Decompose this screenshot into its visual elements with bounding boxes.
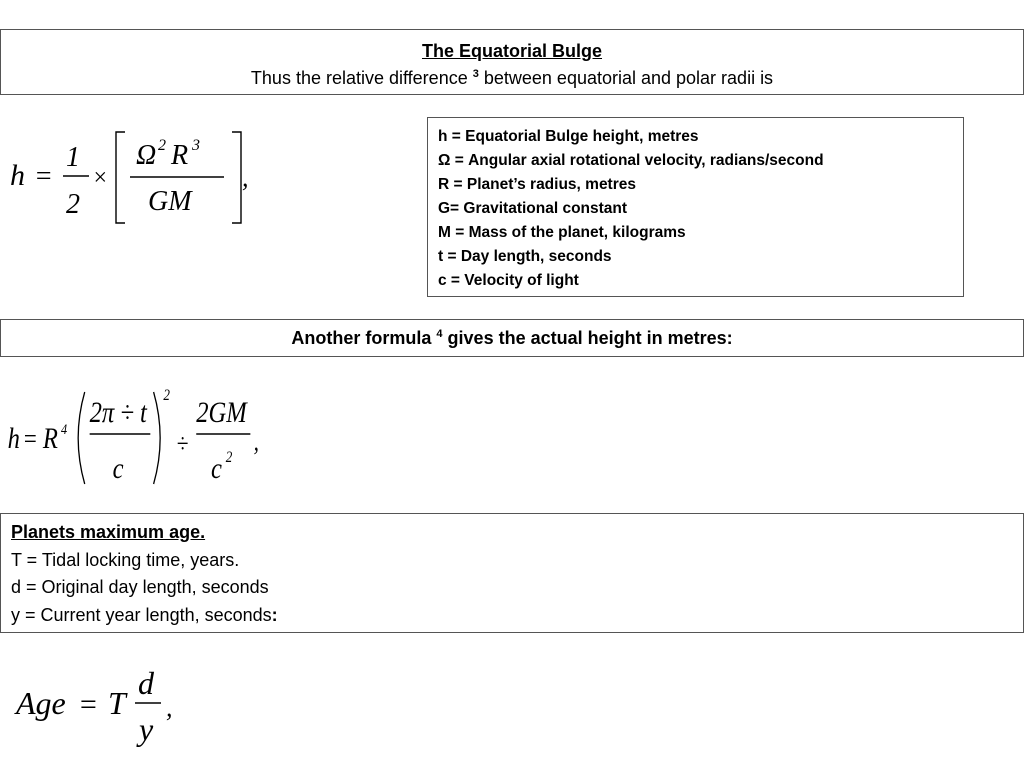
eq1-gm: GM xyxy=(148,186,192,217)
eq2-lhs: h xyxy=(7,421,20,455)
eq3-t: T xyxy=(108,685,126,721)
height-equation xyxy=(6,382,276,487)
formula2-post: gives the actual height in metres: xyxy=(447,328,733,348)
age-line: T = Tidal locking time, years. xyxy=(11,549,240,570)
eq2-r: R xyxy=(42,421,58,455)
eq1-times: × xyxy=(92,165,109,191)
legend-item: t = Day length, seconds xyxy=(438,248,612,265)
eq3-comma: , xyxy=(166,693,173,722)
eq1-r: R xyxy=(171,140,189,171)
eq3-lhs: Age xyxy=(16,685,66,721)
eq2-inner-den: c xyxy=(112,451,124,485)
age-line-last xyxy=(11,602,1023,630)
eq1-r-exp: 3 xyxy=(192,137,200,154)
eq2-inner-num: 2π ÷ t xyxy=(89,395,147,429)
formula2-pre: Another formula xyxy=(291,328,432,348)
legend-item: G= Gravitational constant xyxy=(438,200,628,217)
eq1-omega: Ω xyxy=(136,140,157,171)
section-title: The Equatorial Bulge xyxy=(421,41,603,61)
eq3-den: y xyxy=(139,711,154,747)
age-equation xyxy=(14,660,194,752)
eq2-num2: 2GM xyxy=(196,395,247,429)
subtitle-pre: Thus the relative difference xyxy=(250,68,468,88)
legend-item: h = Equatorial Bulge height, metres xyxy=(438,128,699,145)
age-title: Planets maximum age. xyxy=(11,522,206,542)
eq1-den: 2 xyxy=(66,189,80,220)
reference-3: 3 xyxy=(472,68,479,80)
eq2-r-exp: 4 xyxy=(60,420,68,438)
age-section xyxy=(0,513,1024,633)
age-line-colon: : xyxy=(271,604,278,625)
eq2-left-paren xyxy=(78,392,85,484)
legend-item: c = Velocity of light xyxy=(438,272,579,289)
eq2-den2: c xyxy=(211,451,222,485)
eq1-num: 1 xyxy=(66,142,80,173)
subtitle xyxy=(251,68,773,88)
eq1-lhs: h xyxy=(10,159,25,192)
eq2-den2-exp: 2 xyxy=(225,448,233,467)
eq2-comma: , xyxy=(253,428,259,457)
eq3-equals: = xyxy=(78,688,99,721)
subtitle-post: between equatorial and polar radii is xyxy=(483,68,774,88)
formula2-heading xyxy=(0,319,1024,357)
eq1-comma: , xyxy=(242,163,249,192)
legend-item: M = Mass of the planet, kilograms xyxy=(438,224,686,241)
reference-4: 4 xyxy=(436,328,443,340)
eq1-right-bracket xyxy=(232,132,241,223)
bulge-equation xyxy=(8,128,258,228)
eq2-paren-exp: 2 xyxy=(163,386,170,405)
eq1-omega-exp: 2 xyxy=(158,137,166,154)
eq1-left-bracket xyxy=(116,132,125,223)
legend-item: R = Planet’s radius, metres xyxy=(438,176,636,193)
eq1-equals: = xyxy=(34,161,53,192)
eq3-num: d xyxy=(138,665,154,701)
eq2-equals: = xyxy=(22,422,38,455)
eq2-right-paren xyxy=(154,392,161,484)
age-line: d = Original day length, seconds xyxy=(11,577,269,597)
eq2-divide: ÷ xyxy=(176,430,189,459)
age-line-last-text: y = Current year length, seconds xyxy=(11,604,272,625)
title-box xyxy=(0,29,1024,95)
legend-item: Ω = Angular axial rotational velocity, radians/second xyxy=(438,152,824,169)
variable-legend xyxy=(427,117,964,297)
